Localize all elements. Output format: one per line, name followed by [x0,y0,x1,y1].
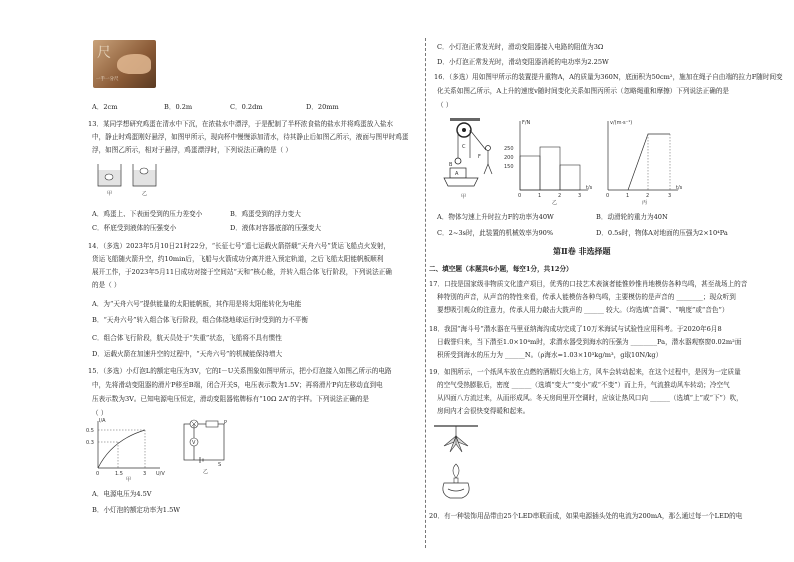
q14-line-4: 的是（ ） [92,281,121,289]
q16-line-2: 化关系如图乙所示，A上升的速度v随时间变化关系如图丙所示（忽略绳重和摩擦）下列说法正确的是 [437,87,730,95]
ytick-200: 200 [504,155,514,161]
rheostat-icon [206,421,218,427]
q15-option-d: D．小灯泡正常发光时，滑动变阻器消耗的电功率为2.25W [437,58,609,66]
fig-label-yi: 乙 [552,200,558,206]
x-tick-3: 3 [143,471,147,477]
pulley-figure [440,118,500,198]
q15-line-4: （ ） [92,409,108,417]
q19-line-1: 19．如图所示，一个纸风车放在点燃的酒精灯火焰上方，风车会转动起来，在这个过程中，是因为一定质量 [429,368,741,376]
q16-option-a: A．物体匀速上升时拉力F的功率为40W [437,213,554,221]
q14-line-1: 14．（多选）2023年5月10日21时22分，“长征七号”遥七运载火箭搭载“天舟六号”货运飞船点火发射， [88,242,391,250]
xtick-0: 0 [606,193,610,199]
photo-caption: 一手一分尺 [96,77,119,82]
q20-line-1: 20．有一种装饰用品带由25个LED串联而成，如果电源插头处的电流为200mA，那么通过每一个LED的电 [429,512,743,520]
iu-graph [86,418,170,483]
svg-text:F: F [478,154,481,160]
q16-option-c: C．2~3s时，此装置的机械效率为90% [437,229,554,237]
column-divider [425,38,426,548]
q15-line-2: 中，先将滑动变阻器的滑片P移至B端，闭合开关S，电压表示数为1.5V；再将滑片P向左移动直到电 [92,381,383,389]
q12-option-d: D．20mm [306,103,339,111]
q13-option-b: B．鸡蛋受到的浮力变大 [230,210,301,218]
q13-line-1: 13．某同学想研究鸡蛋在清水中下沉，在浓盐水中漂浮，于是配制了半杯浓食盐的盐水并将鸡蛋放入盐水 [88,120,394,128]
q16-line-1: 16．（多选）用如图甲所示的装置提升重物A，A的质量为360N，底面积为50cm²，施加在绳子自由端的拉力F随时间变 [434,73,783,81]
velocity-time-chart [600,118,684,206]
xtick-2: 2 [558,193,562,199]
xtick-3: 3 [668,193,672,199]
q14-line-2: 货运飞船随火箭升空，约10min后，飞船与火箭成功分离并进入预定轨道，之后飞船太阳能帆板顺利 [92,255,384,263]
q13-line-2: 中，静止时鸡蛋刚好悬浮，如图甲所示，现向杯中慢慢添加清水，待其静止后如图乙所示，液面与图甲时鸡蛋 [92,133,409,141]
circuit-diagram [180,420,230,474]
beaker-a [98,164,121,186]
egg-beakers-figure [93,160,173,200]
fig-label-bing: 丙 [642,200,648,206]
q13-option-d: D．液体对容器底部的压强变大 [230,224,322,232]
q19-line-3: 从四面八方流过来，从而形成风。冬天房间里开空调时，应该让热风口向 ______（选填“上”或“下”）吹， [437,394,743,402]
fig-label-jia: 甲 [461,194,467,200]
ytick-150: 150 [504,164,514,170]
section-title: 第Ⅱ卷 非选择题 [553,246,611,256]
hand-measure-photo [93,40,156,88]
x-tick-15: 1.5 [115,471,123,477]
q18-line-3: 积所受到海水的压力为 ______N。（ρ海水=1.03×10³kg/m³，g取10N/kg） [437,351,663,359]
xtick-0: 0 [518,193,522,199]
svg-text:A: A [455,171,459,177]
q14-line-3: 展开工作，于2023年5月11日成功对接于空间站“天和”核心舱，并转入组合体飞行阶段，下列说法正确 [92,268,392,276]
force-time-chart [504,118,594,206]
q15-option-c: C．小灯泡正常发光时，滑动变阻器接入电路的阻值为3Ω [437,43,604,51]
xtick-2: 2 [646,193,650,199]
q18-line-1: 18．我国“海斗号”潜水器在马里亚纳海沟成功完成了10万米海试与试验性应用科考。于2020年6月8 [429,325,722,333]
svg-text:V: V [192,440,196,446]
q17-line-3: 要想吸引观众的注意力，传承人用力敲击大鼓声的 ______ 较大。（均选填“音调”、“响度”或“音色”） [437,306,729,314]
ceiling [450,118,480,121]
y-tick-05: 0.5 [86,428,94,434]
q15-line-1: 15．（多选）小灯泡L的额定电压为3V，它的I－U关系图象如图甲所示，把小灯泡接入如图乙所示的电路 [88,367,392,375]
movable-pulley-icon [455,158,461,164]
xtick-3: 3 [578,193,582,199]
person-icon [486,146,491,151]
pinwheel-icon [444,436,468,452]
velocity-curve [628,134,670,190]
x-axis-label: U/V [156,471,165,477]
force-step-2 [560,165,580,190]
ruler-glyph-icon: 尺 [97,45,111,61]
q16-option-b: B．动滑轮的重力为40N [596,213,668,221]
y-axis-label: I/A [99,418,106,424]
x-tick-0: 0 [96,471,100,477]
xtick-1: 1 [626,193,630,199]
y-tick-03: 0.3 [86,440,94,446]
q18-line-2: 日载誉归来，当下潜至1.0×10⁴m时，求潜水器受到海水的压强为 ________Pa，潜水器观察窗0.02m²面 [437,338,742,346]
q15-option-b: B．小灯泡的额定功率为1.5W [92,506,181,514]
rope [470,130,486,150]
q13-option-c: C．杯底受到液体的压强变小 [92,224,177,232]
ylabel: F/N [522,120,531,126]
pinwheel-lamp-figure [432,422,482,512]
q17-line-1: 17．口技是国家级非物质文化遗产项目，优秀的口技艺术表演者能惟妙惟肖地模仿各种鸟鸣，甚至战场上的音 [429,280,748,288]
q16-option-d: D．0.5s时，物体A对地面的压强为2×10⁴Pa [596,229,728,237]
q14-option-c: C．组合体飞行阶段，航天员处于“失重”状态，飞船将不具有惯性 [92,334,282,342]
iu-curve [98,430,145,468]
fig-label-jia: 甲 [107,191,113,197]
xlabel: t/s [586,185,593,191]
alcohol-lamp-icon [443,483,469,498]
q15-option-a: A．电源电压为4.5V [92,490,152,498]
fig-label-jia: 甲 [126,477,132,483]
svg-text:B: B [449,162,453,168]
q12-option-c: C．0.2dm [230,103,263,111]
fill-blank-heading: 二、填空题（本题共6小题，每空1分，共12分） [429,265,573,273]
ylabel: v/(m·s⁻¹) [610,120,633,126]
q14-option-a: A．为“天舟六号”提供能量的太阳能帆板，其作用是将太阳能转化为电能 [92,300,302,308]
force-step-0 [520,156,540,190]
q12-option-a: A．2cm [92,103,118,111]
flame-icon [453,464,459,478]
force-step-1 [540,147,560,190]
q12-option-b: B．0.2m [164,103,193,111]
q13-line-3: 浮，如图乙所示，相对于悬浮，鸡蛋漂浮时，下列说法正确的是（ ） [92,146,292,154]
svg-text:S: S [218,462,222,468]
q19-line-4: 房间内才会很快变得暖和起来。 [437,407,530,415]
q15-line-3: 压表示数为3V。已知电源电压恒定，滑动变阻器铭牌标有“10Ω 2A”的字样。下列说法正确的是 [92,395,370,403]
hand-shape [117,54,151,74]
beaker-b [133,164,156,186]
q13-option-a: A．鸡蛋上、下表面受到的压力差变小 [92,210,203,218]
q14-option-d: D．运载火箭在加速升空的过程中，“天舟六号”的机械能保持增大 [92,350,283,358]
svg-text:P: P [224,420,228,426]
q19-line-2: 的空气受热膨胀后，密度 ______（选填“变大”“变小”或“不变”）而上升，气流推动风车转动；冷空气 [437,381,730,389]
xtick-1: 1 [538,193,542,199]
fig-label-yi: 乙 [142,191,148,197]
svg-text:C: C [462,144,466,150]
xlabel: t/s [676,185,683,191]
q14-option-b: B．“天舟六号”转入组合体飞行阶段，组合体绕地球运行时受到的力不平衡 [92,316,308,324]
q16-line-3: （ ） [437,101,453,109]
q17-line-2: 种特别的声音，从声音的特性来看，传承人能模仿各种鸟鸣，主要模仿的是声音的 ________；现众听到 [437,293,736,301]
ytick-250: 250 [504,146,514,152]
fig-label-yi: 乙 [203,469,209,475]
